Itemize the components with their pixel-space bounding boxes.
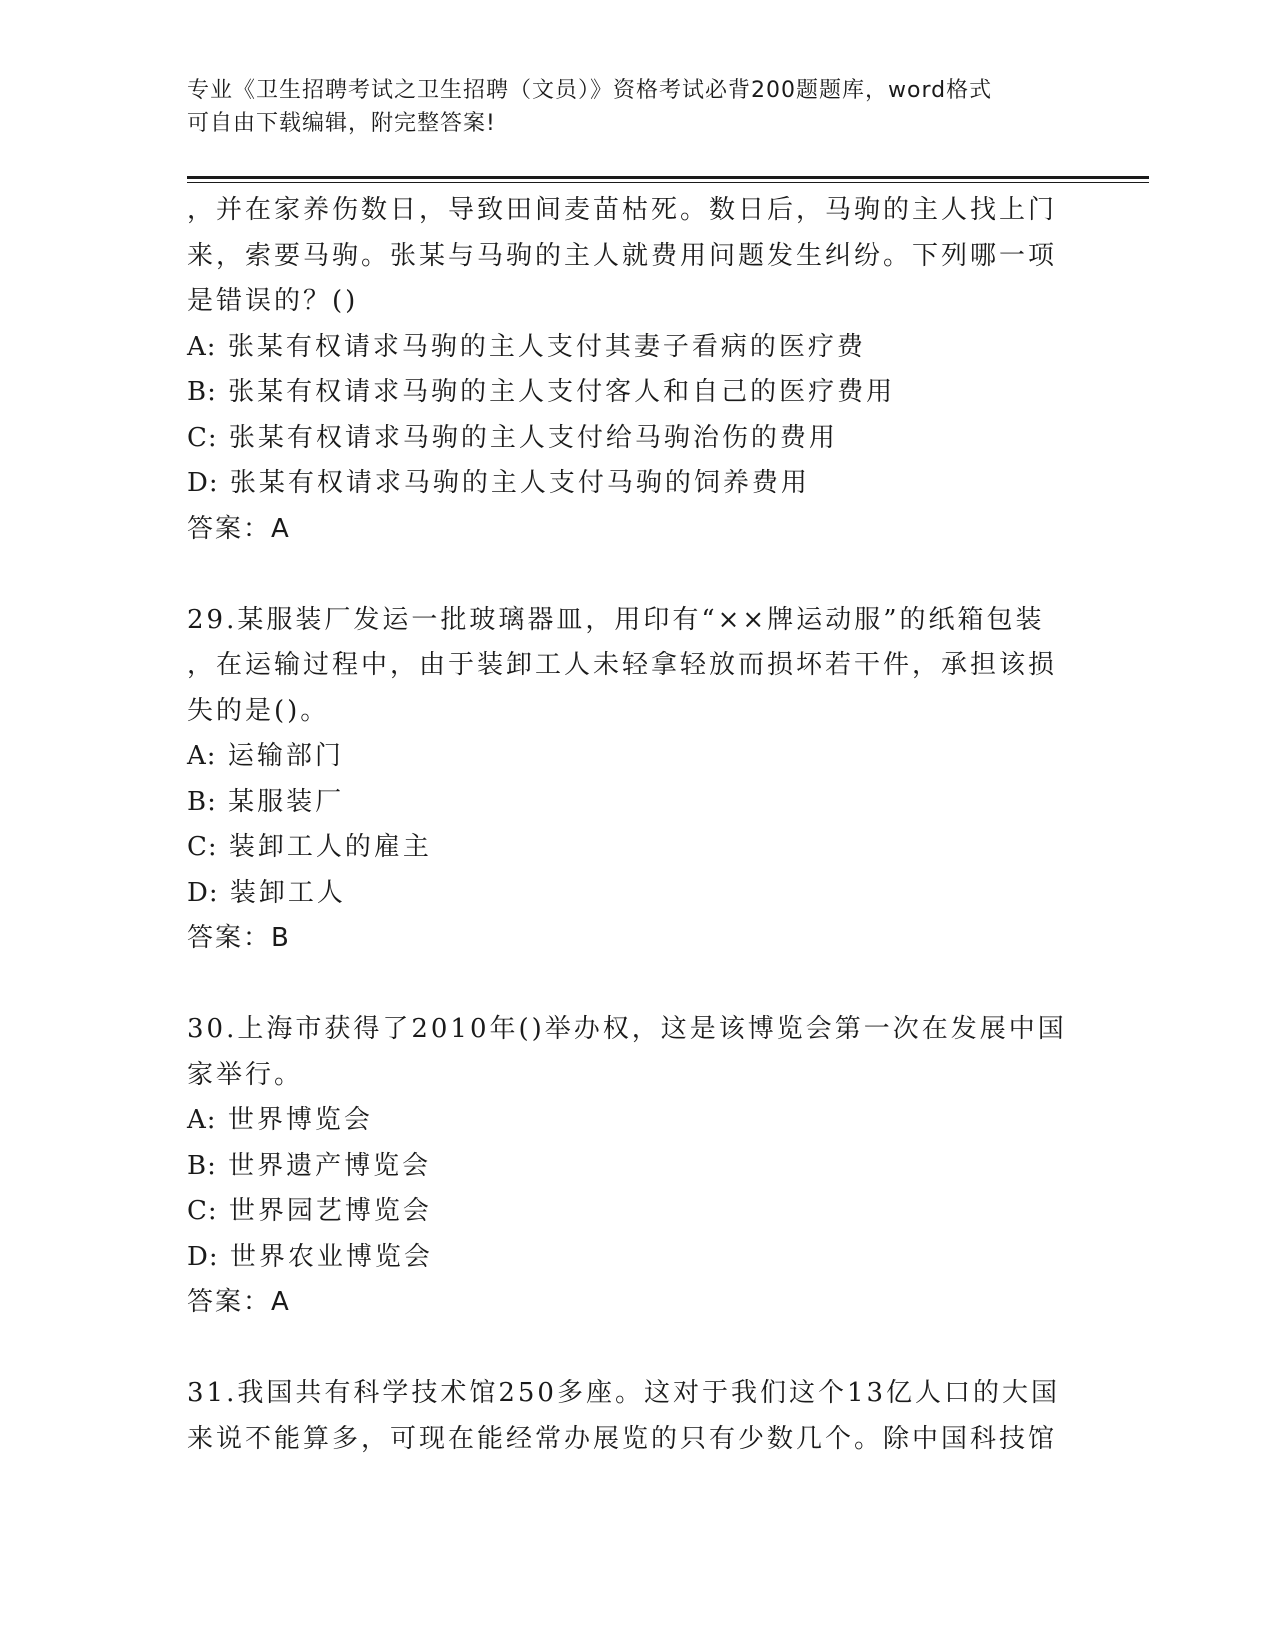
option-text: 运输部门 <box>227 741 344 771</box>
option-a <box>187 734 1087 780</box>
header-line-1: 专业《卫生招聘考试之卫生招聘（文员）》资格考试必背200题题库，word格式 <box>187 78 993 103</box>
answer-line: 答案：A <box>187 1287 291 1317</box>
option-text: 某服装厂 <box>228 786 345 817</box>
option-key: B: <box>187 377 217 407</box>
answer-line: 答案：A <box>187 513 291 544</box>
option-b <box>187 1144 1087 1190</box>
answer-line: 答案：B <box>187 923 291 953</box>
header-divider-thin <box>187 182 1149 183</box>
question-text-line: 29.某服装厂发运一批玻璃器皿，用印有“××牌运动服”的纸箱包装 <box>187 604 1045 635</box>
spacer <box>187 1326 1087 1372</box>
spacer <box>187 962 1087 1008</box>
option-text: 张某有权请求马驹的主人支付给马驹治伤的费用 <box>228 422 838 453</box>
question-text-line: 31.我国共有科学技术馆250多座。这对于我们这个13亿人口的大国 <box>187 1378 1061 1408</box>
option-key: C: <box>187 832 218 862</box>
option-text: 装卸工人 <box>229 877 346 908</box>
option-key: A: <box>187 331 217 362</box>
option-d <box>187 871 1087 917</box>
question-text-line: ，并在家养伤数日，导致田间麦苗枯死。数日后，马驹的主人找上门 <box>187 195 1058 225</box>
question-list <box>187 188 1087 1462</box>
option-key: A: <box>187 741 217 771</box>
option-a <box>187 1098 1087 1144</box>
question-text-line: 30.上海市获得了2010年()举办权，这是该博览会第一次在发展中国 <box>187 1014 1067 1044</box>
question-31 <box>187 1371 1087 1462</box>
option-text: 世界农业博览会 <box>229 1241 433 1272</box>
question-text-line: 来，索要马驹。张某与马驹的主人就费用问题发生纠纷。下列哪一项 <box>187 240 1058 271</box>
option-key: C: <box>187 422 218 453</box>
option-key: D: <box>187 1241 219 1272</box>
header-divider-thick <box>187 176 1149 179</box>
question-text-line: 是错误的？() <box>187 286 359 316</box>
option-key: D: <box>187 468 219 498</box>
option-c <box>187 1189 1087 1235</box>
question-text-line: 家举行。 <box>187 1059 304 1090</box>
option-b <box>187 370 1087 416</box>
question-text-line: 来说不能算多，可现在能经常办展览的只有少数几个。除中国科技馆 <box>187 1423 1058 1454</box>
question-30 <box>187 1007 1087 1326</box>
option-key: B: <box>187 1150 217 1181</box>
option-key: A: <box>187 1105 217 1135</box>
option-text: 张某有权请求马驹的主人支付客人和自己的医疗费用 <box>228 377 896 407</box>
spacer <box>187 552 1087 598</box>
option-text: 世界博览会 <box>227 1105 373 1135</box>
option-text: 装卸工人的雇主 <box>228 832 432 862</box>
option-key: B: <box>187 786 217 817</box>
option-a <box>187 325 1087 371</box>
option-d <box>187 1235 1087 1281</box>
option-key: D: <box>187 877 219 908</box>
option-c <box>187 416 1087 462</box>
option-text: 世界园艺博览会 <box>228 1196 432 1226</box>
option-b <box>187 780 1087 826</box>
option-c <box>187 825 1087 871</box>
option-text: 世界遗产博览会 <box>228 1150 432 1181</box>
option-d <box>187 461 1087 507</box>
question-28 <box>187 188 1087 552</box>
question-text-line: 失的是()。 <box>187 695 330 726</box>
question-text-line: ，在运输过程中，由于装卸工人未轻拿轻放而损坏若干件，承担该损 <box>187 650 1058 680</box>
option-text: 张某有权请求马驹的主人支付其妻子看病的医疗费 <box>227 331 866 362</box>
document-header <box>187 74 1067 140</box>
header-line-2: 可自由下载编辑，附完整答案! <box>187 111 496 136</box>
question-29 <box>187 598 1087 962</box>
option-key: C: <box>187 1196 218 1226</box>
option-text: 张某有权请求马驹的主人支付马驹的饲养费用 <box>229 468 810 498</box>
